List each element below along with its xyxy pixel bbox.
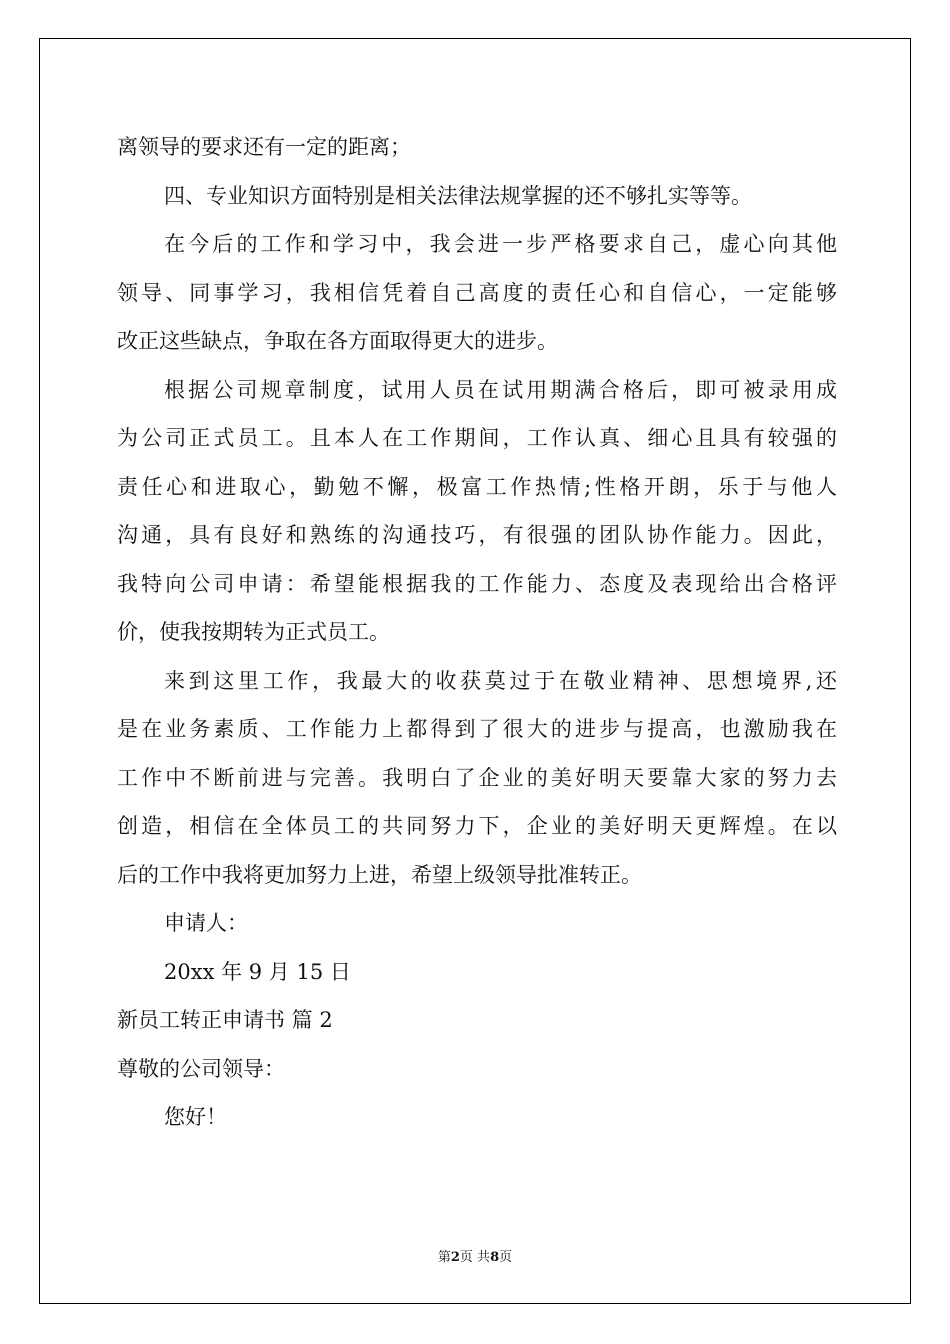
document-body: [117, 123, 837, 1142]
date-line: 20xx 年 9 月 15 日: [164, 959, 351, 984]
text-line: 四、专业知识方面特别是相关法律法规掌握的还不够扎实等等。: [164, 183, 752, 208]
text-line: 工作中不断前进与完善。我明白了企业的美好明天要靠大家的努力去: [117, 765, 837, 790]
text-line: 改正这些缺点，争取在各方面取得更大的进步。: [117, 329, 558, 353]
greeting: 您好！: [164, 1105, 227, 1129]
text-line: 离领导的要求还有一定的距离；: [117, 135, 411, 159]
page-footer: [0, 1246, 950, 1265]
applicant-label: 申请人：: [164, 911, 248, 935]
text-line: 沟通，具有良好和熟练的沟通技巧，有很强的团队协作能力。因此，: [117, 523, 837, 547]
text-line: 责任心和进取心，勤勉不懈，极富工作热情;性格开朗，乐于与他人: [117, 474, 837, 499]
text-line: 价，使我按期转为正式员工。: [117, 620, 390, 644]
text-line: 是在业务素质、工作能力上都得到了很大的进步与提高，也激励我在: [117, 717, 837, 741]
text-line: 后的工作中我将更加努力上进，希望上级领导批准转正。: [117, 862, 642, 887]
text-line: 为公司正式员工。且本人在工作期间，工作认真、细心且具有较强的: [117, 426, 837, 450]
text-line: 创造，相信在全体员工的共同努力下，企业的美好明天更辉煌。在以: [117, 814, 837, 838]
salutation: 尊敬的公司领导：: [117, 1056, 285, 1081]
text-line: 来到这里工作，我最大的收获莫过于在敬业精神、思想境界,还: [164, 668, 837, 693]
text-line: 领导、同事学习，我相信凭着自己高度的责任心和自信心，一定能够: [117, 280, 837, 305]
page-total: 8: [490, 1250, 500, 1265]
page-suffix: 页: [499, 1250, 513, 1265]
text-line: 我特向公司申请：希望能根据我的工作能力、态度及表现给出合格评: [117, 571, 837, 596]
text-line: 根据公司规章制度，试用人员在试用期满合格后，即可被录用成: [164, 377, 837, 402]
text-line: 在今后的工作和学习中，我会进一步严格要求自己，虚心向其他: [164, 232, 837, 256]
page-current: 2: [450, 1250, 460, 1265]
page-mid: 页 共: [459, 1250, 491, 1265]
page-prefix: 第: [437, 1250, 451, 1265]
section-heading: 新员工转正申请书 篇 2: [117, 1008, 333, 1032]
